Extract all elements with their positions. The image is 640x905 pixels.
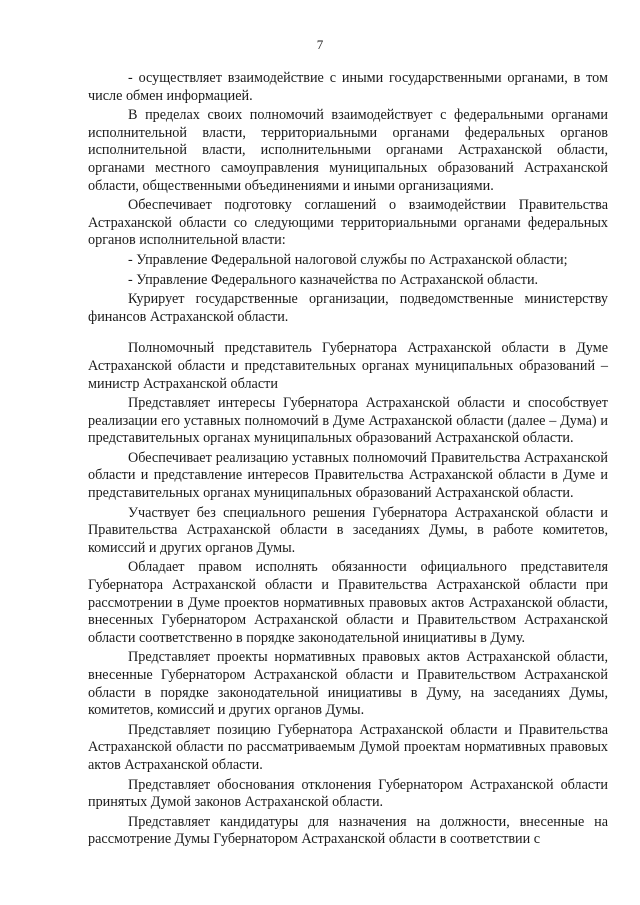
paragraph-participates: Участвует без специального решения Губернатора Астраханской области и Правительства Астраханской области в заседаниях Думы, в работе комитетов, комиссий и других органов Думы.: [88, 504, 608, 556]
paragraph-rejection-grounds: Представляет обоснования отклонения Губернатором Астраханской области принятых Думой законов Астраханской области.: [88, 776, 608, 811]
paragraph-agreements: Обеспечивает подготовку соглашений о взаимодействии Правительства Астраханской области со следующими территориальными органами федеральных органов исполнительной власти:: [88, 197, 608, 249]
page-number: 7: [316, 37, 324, 52]
paragraph-presents-position: Представляет позицию Губернатора Астраханской области и Правительства Астраханской области по рассматриваемым Думой проектам нормативных правовых актов Астраханской области.: [88, 721, 608, 773]
paragraph-candidates: Представляет кандидатуры для назначения на должности, внесенные на рассмотрение Думы Губернатором Астраханской области в соответствии с: [88, 813, 608, 848]
paragraph-interaction-exchange: - осуществляет взаимодействие с иными государственными органами, в том числе обмен информацией.: [88, 70, 608, 104]
paragraph-presents-drafts: Представляет проекты нормативных правовых актов Астраханской области, внесенные Губернатором Астраханской области и Правительством Астраханской области в порядке законодательной инициативы в Думу, на заседаниях Думы, комитетов, комиссий и других органов Думы.: [88, 649, 608, 719]
paragraph-ensures-powers: Обеспечивает реализацию уставных полномочий Правительства Астраханской области и представление интересов Правительства Астраханской области в Думе и представительных органах муниципальных образований Астраханской области.: [88, 449, 608, 502]
list-item-treasury: - Управление Федерального казначейства по Астраханской области.: [128, 271, 539, 288]
paragraph-represents-interests: Представляет интересы Губернатора Астраханской области и способствует реализации его уставных полномочий в Думе Астраханской области (далее – Дума) и представительных органах муниципальных образований Астраханской области.: [88, 395, 608, 447]
section-heading-representative: Полномочный представитель Губернатора Астраханской области в Думе Астраханской области и представительных органах муниципальных образований – министр Астраханской области: [88, 340, 608, 392]
paragraph-supervises: Курирует государственные организации, подведомственные министерству финансов Астраханской области.: [88, 291, 608, 325]
paragraph-official-representative: Обладает правом исполнять обязанности официального представителя Губернатора Астраханской области и Правительства Астраханской области при рассмотрении в Думе проектов нормативных правовых актов Астраханской области, внесенных Губернатором Астраханской области и Правительством Астраханской области соответственно в порядке законодательной инициативы в Думу.: [88, 559, 608, 646]
paragraph-cooperation: В пределах своих полномочий взаимодействует с федеральными органами исполнительной власти, территориальными органами федеральных органов исполнительной власти, исполнительными органами Астраханской области, органами местного самоуправления муниципальных образований Астраханской области, общественными объединениями и иными организациями.: [88, 107, 608, 194]
list-item-tax-service: - Управление Федеральной налоговой службы по Астраханской области;: [128, 251, 568, 268]
